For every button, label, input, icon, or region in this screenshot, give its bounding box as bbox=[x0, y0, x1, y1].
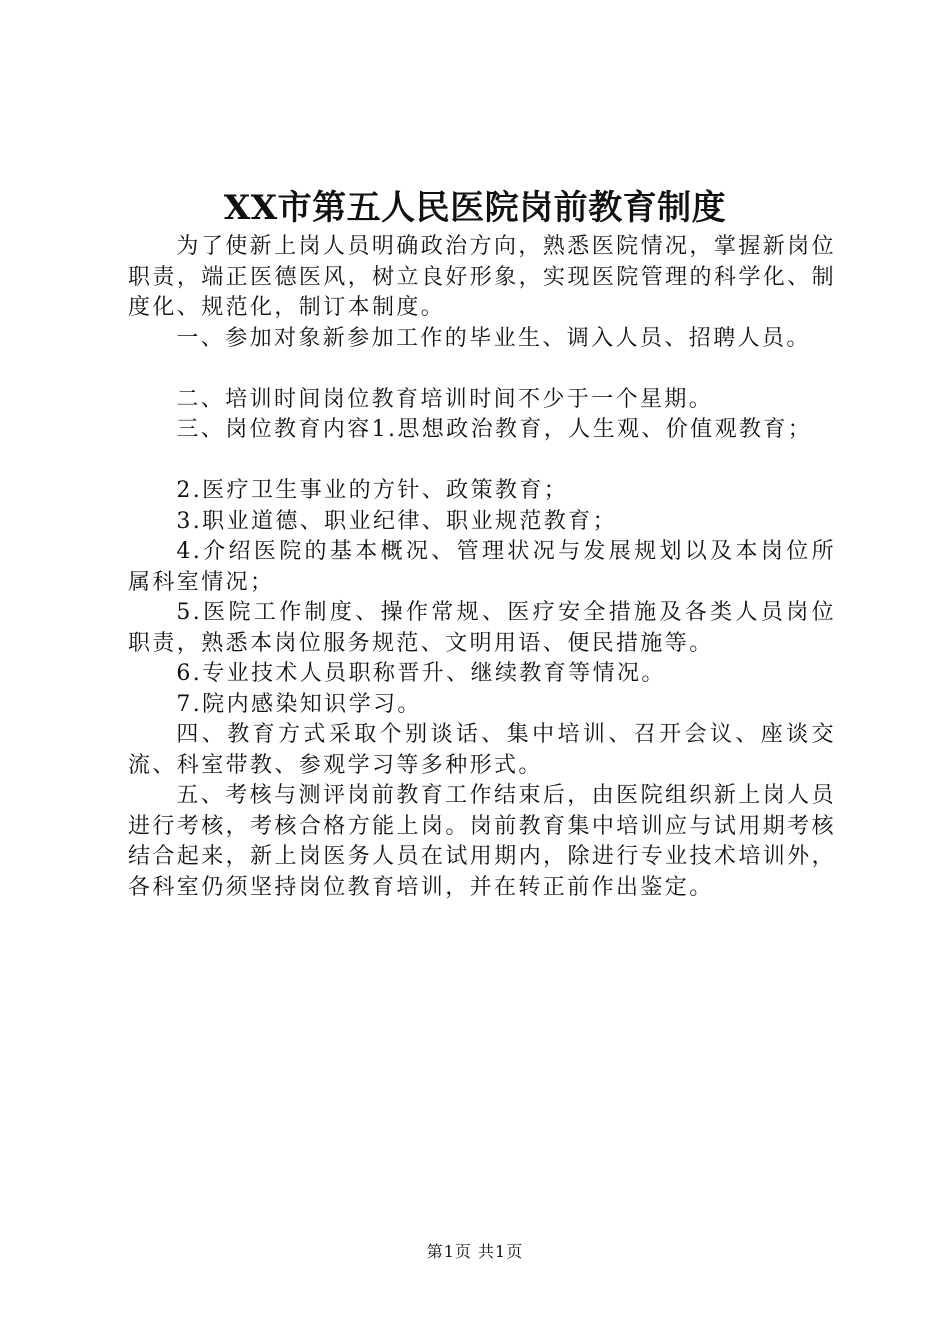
paragraph-item-4: 4.介绍医院的基本概况、管理状况与发展规划以及本岗位所属科室情况； bbox=[128, 539, 836, 595]
paragraph-intro: 为了使新上岗人员明确政治方向，熟悉医院情况，掌握新岗位职责，端正医德医风，树立良好形象，实现医院管理的科学化、制度化、规范化，制订本制度。 bbox=[128, 234, 836, 320]
paragraph-section-5: 五、考核与测评岗前教育工作结束后，由医院组织新上岗人员进行考核，考核合格方能上岗。岗前教育集中培训应与试用期考核结合起来，新上岗医务人员在试用期内，除进行专业技术培训外，各科室仍须坚持岗位教育培训，并在转正前作出鉴定。 bbox=[128, 783, 836, 900]
document-body bbox=[128, 232, 836, 903]
document-title: XX市第五人民医院岗前教育制度 bbox=[223, 188, 727, 228]
paragraph-section-2: 二、培训时间岗位教育培训时间不少于一个星期。 bbox=[176, 386, 714, 412]
paragraph-item-5: 5.医院工作制度、操作常规、医疗安全措施及各类人员岗位职责，熟悉本岗位服务规范、文明用语、便民措施等。 bbox=[128, 600, 836, 656]
paragraph-item-3: 3.职业道德、职业纪律、职业规范教育； bbox=[176, 508, 617, 534]
paragraph-spacer bbox=[128, 446, 836, 477]
paragraph-item-2: 2.医疗卫生事业的方针、政策教育； bbox=[176, 478, 569, 503]
paragraph-section-1: 一、参加对象新参加工作的毕业生、调入人员、招聘人员。 bbox=[176, 325, 811, 351]
paragraph-item-7: 7.院内感染知识学习。 bbox=[176, 691, 422, 717]
paragraph-item-6: 6.专业技术人员职称晋升、继续教育等情况。 bbox=[176, 661, 666, 686]
paragraph-section-3: 三、岗位教育内容1.思想政治教育，人生观、价值观教育； bbox=[176, 417, 813, 442]
paragraph-section-4: 四、教育方式采取个别谈话、集中培训、召开会议、座谈交流、科室带教、参观学习等多种形式。 bbox=[128, 722, 836, 778]
page-number-footer: 第1页 共1页 bbox=[426, 1242, 524, 1261]
paragraph-spacer bbox=[128, 354, 836, 385]
